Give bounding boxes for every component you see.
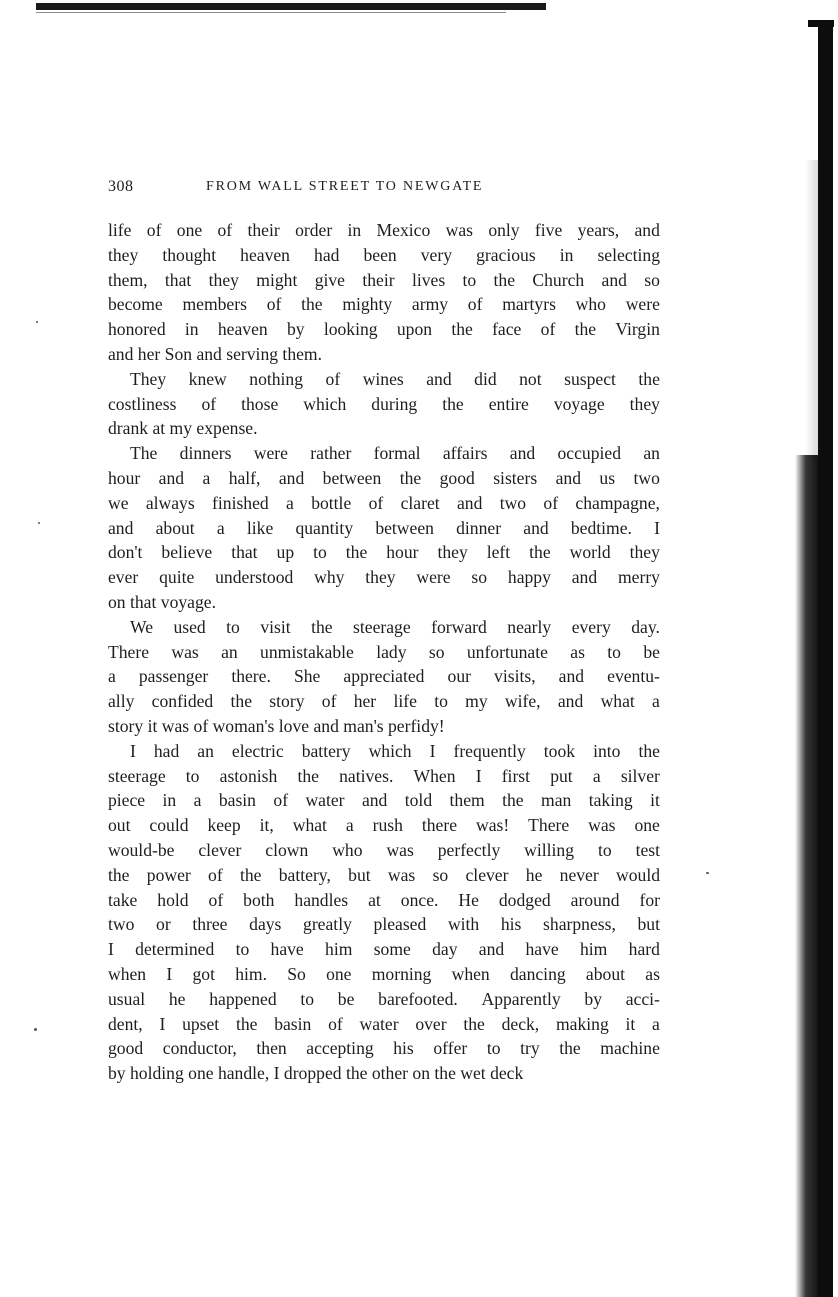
text-line: I determined to have him some day and have him hard xyxy=(108,939,660,960)
running-title: FROM WALL STREET TO NEWGATE xyxy=(206,179,484,194)
text-line: honored in heaven by looking upon the face of the Virgin xyxy=(108,319,660,340)
text-line: life of one of their order in Mexico was only five years, and xyxy=(108,220,660,240)
text-line: piece in a basin of water and told them the man taking it xyxy=(108,790,660,811)
text-line: I had an electric battery which I frequently took into the xyxy=(130,740,660,761)
text-line: and about a like quantity between dinner and bedtime. I xyxy=(108,517,660,538)
text-line: ally confided the story of her life to my wife, and what a xyxy=(108,691,660,712)
running-header xyxy=(108,178,658,200)
text-line: and her Son and serving them. xyxy=(108,343,323,364)
text-line: by holding one handle, I dropped the other on the wet deck xyxy=(108,1063,524,1084)
text-line: a passenger there. She appreciated our visits, and eventu- xyxy=(108,666,660,687)
paragraph xyxy=(108,615,660,739)
text-line: There was an unmistakable lady so unfortunate as to be xyxy=(108,641,660,662)
text-line: the power of the battery, but was so clever he never would xyxy=(108,864,660,885)
text-line: usual he happened to be barefooted. Apparently by acci- xyxy=(108,988,660,1009)
text-line: they thought heaven had been very gracious in selecting xyxy=(108,244,660,265)
text-line: dent, I upset the basin of water over the deck, making it a xyxy=(108,1013,660,1034)
text-line: They knew nothing of wines and did not suspect the xyxy=(130,368,660,389)
top-edge-rule xyxy=(36,3,546,10)
text-line: take hold of both handles at once. He dodged around for xyxy=(108,889,660,910)
text-line: We used to visit the steerage forward nearly every day. xyxy=(130,616,660,637)
scan-speck xyxy=(36,321,38,323)
text-line: steerage to astonish the natives. When I first put a silver xyxy=(108,765,660,786)
text-line: drank at my expense. xyxy=(108,418,258,439)
text-line: ever quite understood why they were so happy and merry xyxy=(108,567,660,588)
text-line: them, that they might give their lives to the Church and so xyxy=(108,269,660,290)
paragraph xyxy=(108,441,660,615)
text-line: The dinners were rather formal affairs and occupied an xyxy=(130,443,660,464)
scan-speck xyxy=(34,1028,37,1031)
scan-speck xyxy=(706,872,709,874)
text-line: good conductor, then accepting his offer to try the machine xyxy=(108,1038,660,1059)
paragraph xyxy=(108,218,660,367)
text-line: when I got him. So one morning when dancing about as xyxy=(108,963,660,984)
paragraph xyxy=(108,739,660,1086)
paragraph xyxy=(108,367,660,441)
text-line: costliness of those which during the entire voyage they xyxy=(108,393,660,414)
page-number: 308 xyxy=(108,178,134,195)
text-line: hour and a half, and between the good sisters and us two xyxy=(108,467,660,488)
text-line: become members of the mighty army of martyrs who were xyxy=(108,294,660,315)
binding-shadow-upper xyxy=(805,160,819,460)
text-line: out could keep it, what a rush there was! There was one xyxy=(108,815,660,836)
text-line: we always finished a bottle of claret and two of champagne, xyxy=(108,492,660,513)
binding-edge-bar xyxy=(818,20,833,1297)
text-line: story it was of woman's love and man's perfidy! xyxy=(108,715,445,736)
text-line: on that voyage. xyxy=(108,591,216,612)
top-edge-thin-rule xyxy=(36,12,506,13)
scan-speck xyxy=(38,522,40,524)
text-line: two or three days greatly pleased with his sharpness, but xyxy=(108,914,660,935)
text-line: would-be clever clown who was perfectly willing to test xyxy=(108,839,660,860)
binding-shadow-lower xyxy=(795,455,819,1297)
body-text xyxy=(108,218,660,1086)
text-line: don't believe that up to the hour they left the world they xyxy=(108,542,660,563)
